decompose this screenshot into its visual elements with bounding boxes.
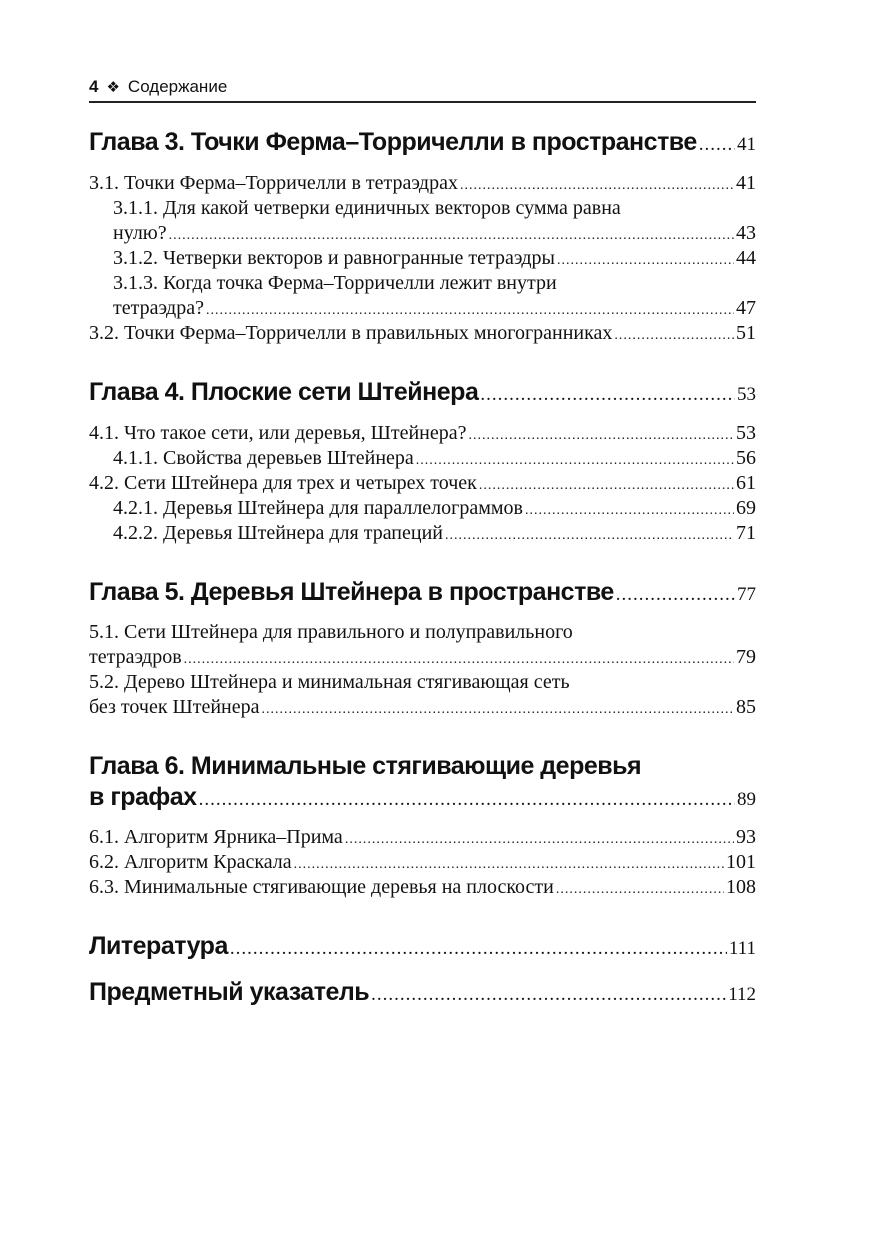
toc-entry-5-1[interactable] xyxy=(89,646,756,669)
toc-entry-5-2-line1[interactable]: 5.2. Дерево Штейнера и минимальная стягивающая сеть xyxy=(89,671,570,693)
dot-leader xyxy=(557,253,734,269)
header-rule xyxy=(89,101,756,103)
page-ref: 108 xyxy=(726,876,756,898)
toc-subject-index[interactable] xyxy=(89,978,756,1007)
entry-title: 6.1. Алгоритм Ярника–Прима xyxy=(89,826,343,848)
entry-title: 3.2. Точки Ферма–Торричелли в правильных многогранниках xyxy=(89,322,613,344)
page-ref: 69 xyxy=(736,497,756,519)
dot-leader xyxy=(371,984,726,1006)
entry-title: нулю? xyxy=(113,222,167,244)
toc-bibliography[interactable] xyxy=(89,932,756,961)
dot-leader xyxy=(262,702,735,718)
page-ref: 93 xyxy=(736,826,756,848)
dot-leader xyxy=(206,303,734,319)
entry-title: 3.1.2. Четверки векторов и равногранные тетраэдры xyxy=(113,247,555,269)
chapter-title: Литература xyxy=(89,932,228,960)
entry-title: 4.1. Что такое сети, или деревья, Штейнера? xyxy=(89,422,467,444)
entry-title: 4.2.2. Деревья Штейнера для трапеций xyxy=(113,522,443,544)
toc-entry-3-1-1[interactable] xyxy=(113,222,756,245)
chapter-title: Глава 3. Точки Ферма–Торричелли в пространстве xyxy=(89,128,697,156)
toc-entry-5-1-line1[interactable]: 5.1. Сети Штейнера для правильного и полуправильного xyxy=(89,621,573,643)
toc-entry-3-1-1-line1[interactable]: 3.1.1. Для какой четверки единичных векторов сумма равна xyxy=(113,197,621,219)
toc-entry-3-1[interactable] xyxy=(89,172,756,195)
dot-leader xyxy=(294,857,724,873)
entry-title: 4.2. Сети Штейнера для трех и четырех точек xyxy=(89,472,477,494)
dot-leader xyxy=(230,938,727,960)
chapter-title: в графах xyxy=(89,783,197,811)
toc-entry-4-2-2[interactable] xyxy=(113,522,756,545)
entry-title: 6.3. Минимальные стягивающие деревья на плоскости xyxy=(89,876,554,898)
running-title: Содержание xyxy=(127,77,228,96)
toc-chapter-3[interactable] xyxy=(89,128,756,157)
dot-leader xyxy=(479,478,734,494)
page-ref: 101 xyxy=(726,851,756,873)
page-ref: 41 xyxy=(736,172,756,194)
dot-leader xyxy=(345,832,734,848)
toc-entry-3-1-2[interactable] xyxy=(113,247,756,270)
dot-leader xyxy=(445,528,734,544)
dot-leader xyxy=(169,228,734,244)
page-ref: 44 xyxy=(736,247,756,269)
toc-chapter-4[interactable] xyxy=(89,378,756,407)
chapter-title: Глава 4. Плоские сети Штейнера xyxy=(89,378,479,406)
page-ref: 53 xyxy=(737,384,756,405)
toc-entry-6-2[interactable] xyxy=(89,851,756,874)
entry-title: 3.1. Точки Ферма–Торричелли в тетраэдрах xyxy=(89,172,458,194)
page-ref: 85 xyxy=(736,696,756,718)
toc-entry-4-2-1[interactable] xyxy=(113,497,756,520)
dot-leader xyxy=(416,453,734,469)
dot-leader xyxy=(469,428,734,444)
page-number: 4 xyxy=(89,77,99,96)
page-ref: 89 xyxy=(737,789,756,810)
entry-title: 4.2.1. Деревья Штейнера для параллелограммов xyxy=(113,497,523,519)
page-ref: 47 xyxy=(736,297,756,319)
entry-title: тетраэдров xyxy=(89,646,182,668)
dot-leader xyxy=(525,503,734,519)
toc-entry-6-1[interactable] xyxy=(89,826,756,849)
entry-title: без точек Штейнера xyxy=(89,696,260,718)
page-ref: 51 xyxy=(736,322,756,344)
toc-chapter-6[interactable] xyxy=(89,783,756,812)
toc-entry-3-1-3[interactable] xyxy=(113,297,756,320)
page-ref: 41 xyxy=(737,134,756,155)
dot-leader xyxy=(460,178,734,194)
dot-leader xyxy=(199,789,735,811)
page-ref: 43 xyxy=(736,222,756,244)
page-ref: 111 xyxy=(728,938,756,959)
toc-entry-6-3[interactable] xyxy=(89,876,756,899)
page-ref: 79 xyxy=(736,646,756,668)
dot-leader xyxy=(184,652,734,668)
toc-entry-4-2[interactable] xyxy=(89,472,756,495)
toc-entry-3-1-3-line1[interactable]: 3.1.3. Когда точка Ферма–Торричелли лежит внутри xyxy=(113,272,557,294)
ornament-icon: ❖ xyxy=(106,79,120,96)
entry-title: 6.2. Алгоритм Краскала xyxy=(89,851,292,873)
page-ref: 71 xyxy=(736,522,756,544)
chapter-title: Глава 5. Деревья Штейнера в пространстве xyxy=(89,578,614,606)
page-ref: 61 xyxy=(736,472,756,494)
dot-leader xyxy=(556,882,724,898)
running-header xyxy=(89,74,756,100)
page-ref: 56 xyxy=(736,447,756,469)
toc-entry-5-2[interactable] xyxy=(89,696,756,719)
chapter-title: Предметный указатель xyxy=(89,978,370,1006)
page-ref: 53 xyxy=(736,422,756,444)
toc-entry-4-1[interactable] xyxy=(89,422,756,445)
toc-chapter-5[interactable] xyxy=(89,578,756,607)
toc-entry-4-1-1[interactable] xyxy=(113,447,756,470)
dot-leader xyxy=(616,584,735,606)
page-ref: 77 xyxy=(737,584,756,605)
toc-chapter-6-line1[interactable]: Глава 6. Минимальные стягивающие деревья xyxy=(89,752,642,780)
dot-leader xyxy=(480,384,735,406)
dot-leader xyxy=(699,134,735,156)
toc-entry-3-2[interactable] xyxy=(89,322,756,345)
entry-title: 4.1.1. Свойства деревьев Штейнера xyxy=(113,447,414,469)
page-ref: 112 xyxy=(728,984,756,1005)
entry-title: тетраэдра? xyxy=(113,297,204,319)
dot-leader xyxy=(614,328,734,344)
